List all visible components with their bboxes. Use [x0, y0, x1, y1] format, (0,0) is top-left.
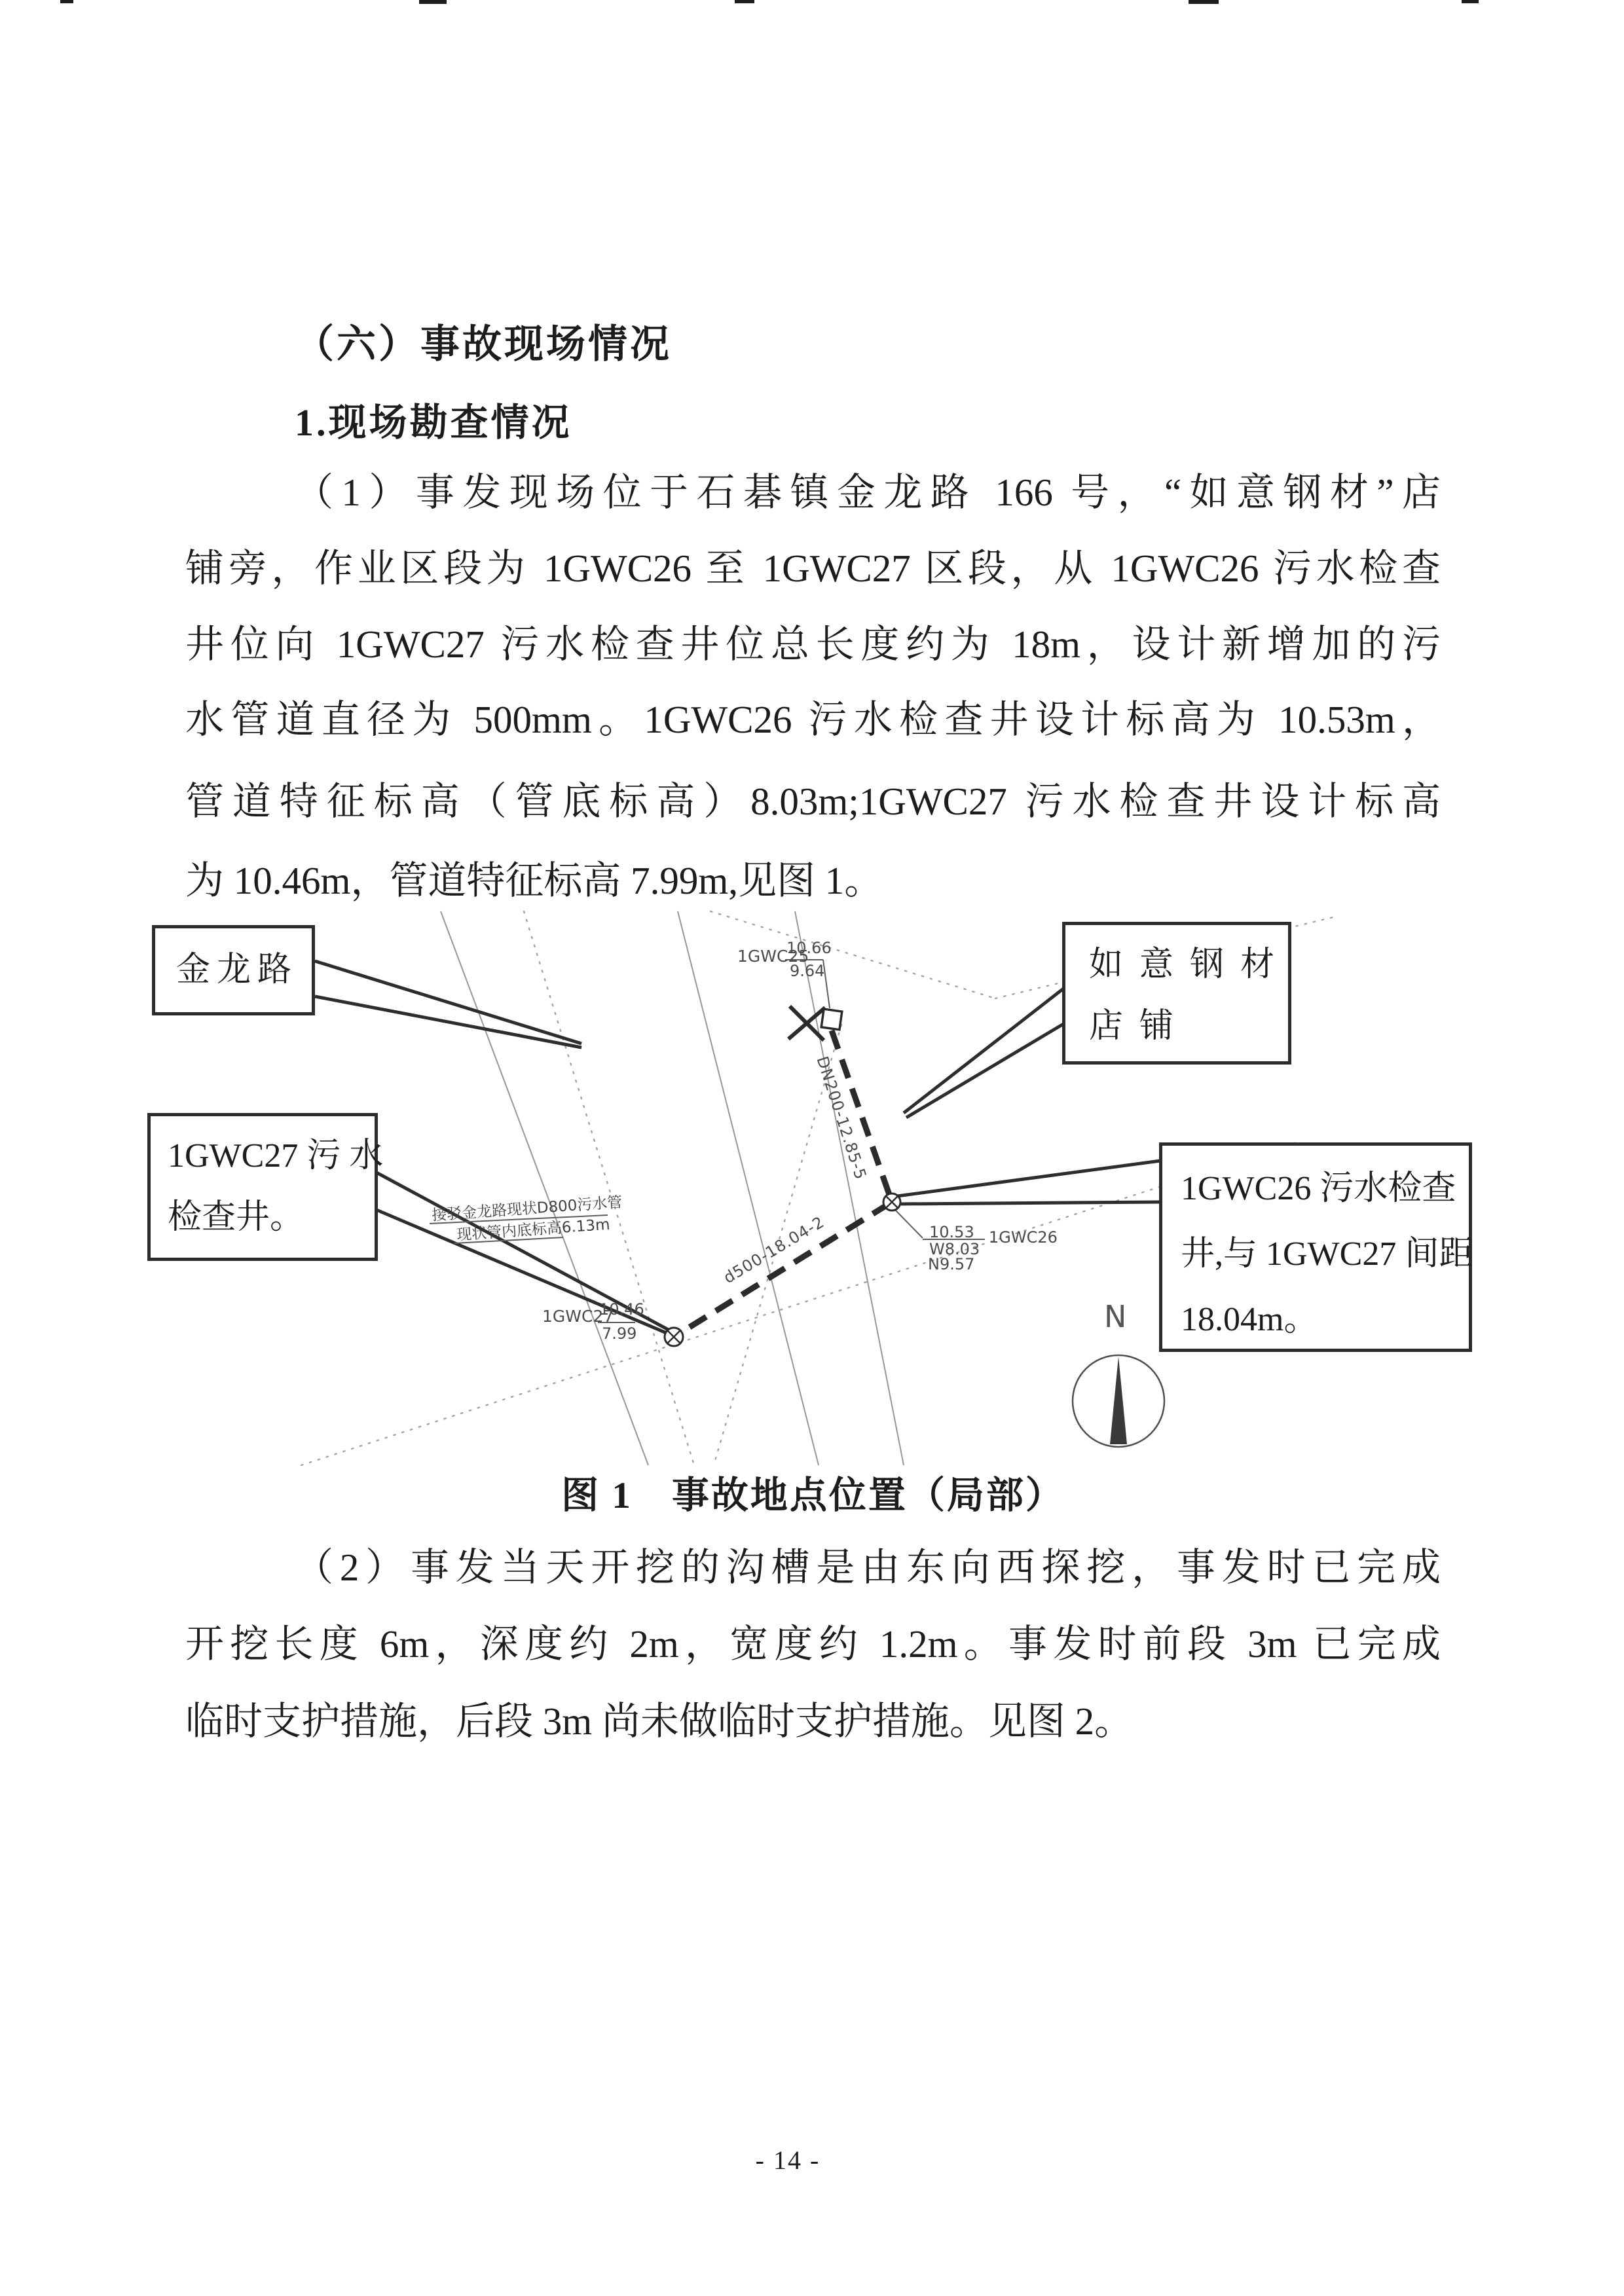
paragraph2-line: （2）事发当天开挖的沟槽是由东向西探挖，事发时已完成: [295, 1546, 1441, 1589]
callout-1gwc26-line3: 18.04m。: [1181, 1301, 1318, 1338]
paragraph1-line: （1）事发现场位于石碁镇金龙路 166 号，“如意钢材”店: [295, 471, 1441, 514]
paragraph1-line: 井位向 1GWC27 污水检查井位总长度约为 18m，设计新增加的污: [185, 623, 1441, 666]
callout-1gwc27-line2: 检查井。: [168, 1199, 304, 1236]
manhole-1gwc26-symbol: [883, 1194, 900, 1211]
map-label-connect-pipe-line1: 接驳金龙路现状D800污水管: [431, 1194, 623, 1224]
scan-artifact: [419, 0, 447, 4]
map-label-1gwc26-elev: 10.53: [929, 1223, 974, 1241]
map-label-d500-pipe: d500-18.04-2: [720, 1212, 828, 1288]
map-label-connect-pipe-line2: 现状管内底标高6.13m: [456, 1216, 611, 1244]
figure-caption: 图 1 事故地点位置（局部）: [561, 1475, 1065, 1516]
callout-1gwc26-line1: 1GWC26 污水检查: [1181, 1170, 1456, 1207]
scan-artifact: [1189, 0, 1219, 4]
scan-artifact: [735, 0, 754, 3]
callout-1gwc26-line2: 井,与 1GWC27 间距: [1181, 1235, 1473, 1273]
scan-artifact: [60, 0, 73, 3]
road-edge-lines: [441, 911, 904, 1465]
subsection-heading: 1.现场勘查情况: [295, 401, 572, 444]
paragraph1-line: 铺旁，作业区段为 1GWC26 至 1GWC27 区段，从 1GWC26 污水检查: [185, 547, 1441, 590]
map-label-1gwc27-top-elev: 10.46: [599, 1300, 644, 1319]
paragraph2-line: 临时支护措施，后段 3m 尚未做临时支护措施。见图 2。: [185, 1700, 1134, 1743]
map-label-1gwc26-n-elev: N9.57: [928, 1255, 975, 1273]
callout-jinlong-road: [152, 925, 315, 1015]
callout-jinlong-road-label: 金龙路: [176, 951, 299, 989]
callout-ruyi-line1: 如 意 钢 材: [1089, 946, 1279, 983]
scan-artifact: [1462, 0, 1479, 3]
paragraph1-line: 管道特征标高（管底标高）8.03m;1GWC27 污水检查井设计标高: [185, 780, 1441, 823]
structure-square-symbol: [821, 1009, 842, 1030]
callout-ruyi-shop: [1062, 922, 1291, 1065]
map-label-1gwc26: 1GWC26: [989, 1228, 1058, 1247]
x-mark: [788, 1006, 825, 1040]
map-label-1gwc25-invert-elev: 9.64: [790, 962, 825, 980]
callout-ruyi-line2: 店 铺: [1089, 1008, 1178, 1045]
callout-1gwc27-well: [147, 1113, 384, 1261]
north-label: N: [1104, 1299, 1127, 1334]
map-label-1gwc27-invert-elev: 7.99: [602, 1324, 637, 1343]
map-label-1gwc25: 1GWC25: [737, 947, 809, 966]
map-label-1gwc26-w-elev: W8.03: [929, 1240, 980, 1258]
manhole-1gwc27-symbol: [665, 1328, 683, 1346]
paragraph1-line: 水管道直径为 500mm。1GWC26 污水检查井设计标高为 10.53m，: [185, 698, 1441, 741]
section-heading: （六）事故现场情况: [295, 323, 672, 366]
paragraph2-line: 开挖长度 6m，深度约 2m，宽度约 1.2m。事发时前段 3m 已完成: [185, 1622, 1441, 1666]
map-label-dn200-pipe: DN200-12.85-5: [813, 1054, 870, 1182]
map-label-1gwc25-top-elev: 10.66: [786, 939, 832, 957]
north-arrow: [1073, 1355, 1164, 1447]
callout-1gwc27-line1: 1GWC27 污 水: [168, 1137, 384, 1175]
paragraph1-line: 为 10.46m，管道特征标高 7.99m,见图 1。: [185, 859, 883, 902]
page-number: - 14 -: [755, 2145, 821, 2175]
sewer-pipe-dashed-line: [674, 1030, 892, 1337]
map-label-1gwc27: 1GWC27: [542, 1307, 614, 1326]
callout-1gwc26-well: [1159, 1142, 1472, 1352]
